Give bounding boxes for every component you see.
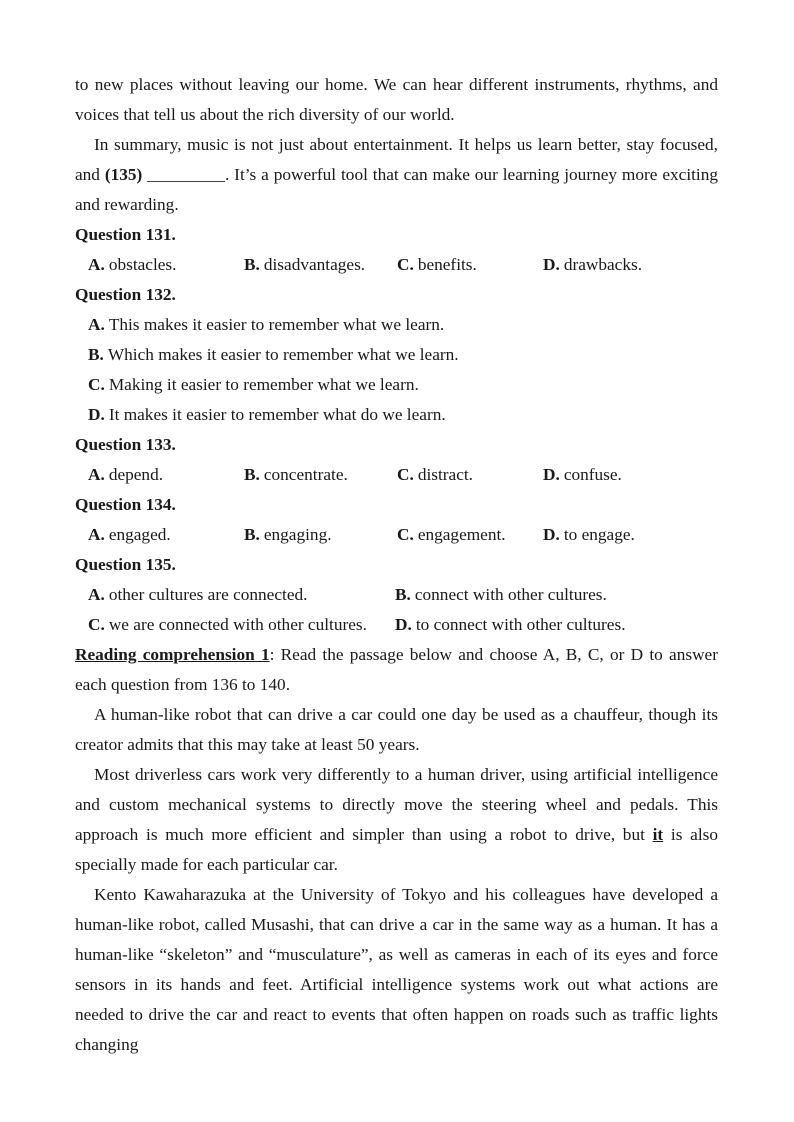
option-text: engagement. <box>417 525 506 544</box>
gap-135-marker: (135) <box>104 165 143 184</box>
option-letter: D. <box>543 525 560 544</box>
option-letter: B. <box>244 525 260 544</box>
summary-text-post: . It’s a powerful tool that can make our learning journey more exciting and rewarding. <box>75 165 718 214</box>
option-letter: D. <box>543 465 560 484</box>
option-text: engaging. <box>263 525 332 544</box>
passage-p2-post: is also specially made for each particular car. <box>75 825 718 874</box>
reading-comprehension-title: Reading comprehension 1 <box>75 645 270 664</box>
intro-continuation-paragraph: to new places without leaving our home. We can hear different instruments, rhythms, and voices that tell us about the rich diversity of our world. <box>75 75 718 124</box>
option-d <box>543 250 718 280</box>
option-letter: A. <box>88 315 105 334</box>
option-text: connect with other cultures. <box>414 585 607 604</box>
question-133-options <box>75 460 718 490</box>
summary-paragraph <box>75 130 718 220</box>
question-131-label: Question 131. <box>75 225 176 244</box>
option-text: It makes it easier to remember what do we learn. <box>108 405 446 424</box>
option-text: depend. <box>108 465 164 484</box>
option-c <box>75 370 718 400</box>
reading-comprehension-heading <box>75 640 718 700</box>
option-letter: B. <box>244 465 260 484</box>
option-a <box>88 250 244 280</box>
question-135-options-row1 <box>75 580 718 610</box>
option-text: confuse. <box>563 465 622 484</box>
option-b <box>244 520 397 550</box>
option-text: other cultures are connected. <box>108 585 308 604</box>
option-d <box>395 610 718 640</box>
option-letter: A. <box>88 465 105 484</box>
passage-paragraph-3: Kento Kawaharazuka at the University of Tokyo and his colleagues have developed a human-like robot, called Musashi, that can drive a car in the same way as a human. It has a human-like “skeleton” and “musculature”, as well as cameras in each of its eyes and force sensors in its hands and feet. Artificial intelligence systems work out what actions are needed to drive the car and react to events that often happen on roads such as traffic lights changing <box>75 885 718 1054</box>
option-b <box>244 460 397 490</box>
question-134-options <box>75 520 718 550</box>
option-c <box>397 250 543 280</box>
question-135-label: Question 135. <box>75 555 176 574</box>
option-letter: C. <box>397 525 414 544</box>
option-text: concentrate. <box>263 465 348 484</box>
passage-p2-pre: Most driverless cars work very differently to a human driver, using artificial intelligence and custom mechanical systems to directly move the steering wheel and pedals. This approach is much more efficient and simpler than using a robot to drive, but <box>75 765 718 844</box>
option-text: drawbacks. <box>563 255 643 274</box>
question-134-label: Question 134. <box>75 495 176 514</box>
option-text: obstacles. <box>108 255 177 274</box>
option-d <box>543 520 718 550</box>
option-c <box>397 460 543 490</box>
option-a <box>88 460 244 490</box>
option-text: we are connected with other cultures. <box>108 615 367 634</box>
option-letter: C. <box>397 255 414 274</box>
question-131-options <box>75 250 718 280</box>
option-letter: D. <box>88 405 105 424</box>
summary-text-pre: In summary, music is not just about entertainment. It helps us learn better, stay focused, and <box>75 135 718 184</box>
option-letter: D. <box>395 615 412 634</box>
option-letter: A. <box>88 585 105 604</box>
option-letter: C. <box>397 465 414 484</box>
gap-135-blank: _________ <box>142 165 225 184</box>
option-c <box>397 520 543 550</box>
option-text: to engage. <box>563 525 635 544</box>
option-letter: B. <box>395 585 411 604</box>
option-d <box>75 400 718 430</box>
option-text: engaged. <box>108 525 171 544</box>
option-letter: D. <box>543 255 560 274</box>
option-text: to connect with other cultures. <box>415 615 626 634</box>
option-letter: A. <box>88 255 105 274</box>
option-text: Making it easier to remember what we learn. <box>108 375 419 394</box>
option-letter: C. <box>88 375 105 394</box>
question-133-label: Question 133. <box>75 435 176 454</box>
option-text: benefits. <box>417 255 477 274</box>
passage-paragraph-1: A human-like robot that can drive a car could one day be used as a chauffeur, though its creator admits that this may take at least 50 years. <box>75 705 718 754</box>
option-d <box>543 460 718 490</box>
option-b <box>75 340 718 370</box>
question-135-options-row2 <box>75 610 718 640</box>
option-a <box>75 310 718 340</box>
option-a <box>88 580 395 610</box>
option-b <box>244 250 397 280</box>
passage-paragraph-2 <box>75 760 718 880</box>
reading-comprehension-instructions: : Read the passage below and choose A, B, C, or D to answer each question from 136 to 140. <box>75 645 718 694</box>
option-text: distract. <box>417 465 473 484</box>
option-letter: A. <box>88 525 105 544</box>
option-a <box>88 520 244 550</box>
option-b <box>395 580 718 610</box>
option-c <box>88 610 395 640</box>
option-text: This makes it easier to remember what we learn. <box>108 315 445 334</box>
option-letter: C. <box>88 615 105 634</box>
passage-it-emphasis: it <box>652 825 664 844</box>
option-letter: B. <box>88 345 104 364</box>
question-132-label: Question 132. <box>75 285 176 304</box>
option-text: disadvantages. <box>263 255 366 274</box>
option-letter: B. <box>244 255 260 274</box>
option-text: Which makes it easier to remember what we learn. <box>107 345 459 364</box>
